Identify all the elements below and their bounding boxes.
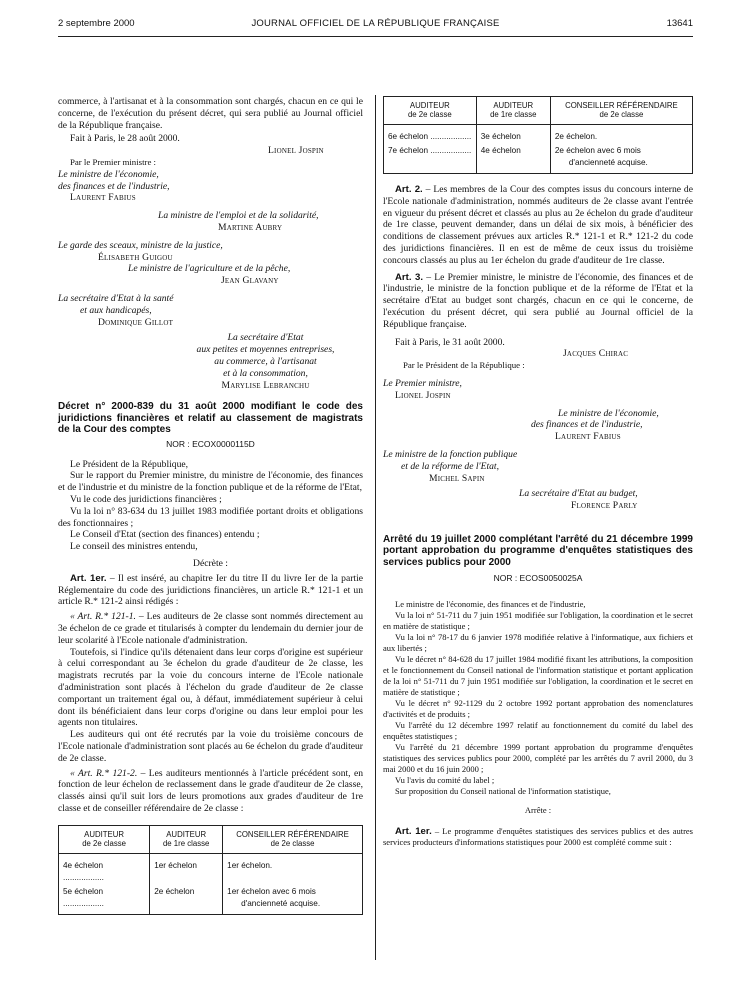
secretaire-pme-block [58,332,363,391]
secretaire-pme-4: et à la consommation, [223,367,308,379]
table-cell: 1er échelon avec 6 mois d'ancienneté acquise. [223,885,363,915]
table-cell: 3e échelon [476,125,550,145]
article-2 [383,184,693,267]
ministre-emploi: La ministre de l'emploi et de la solidarité, [158,210,319,222]
article-3-label: Art. 3. [395,271,424,283]
decree-body-1: Le Président de la République, [70,458,189,470]
article-r121-2 [58,768,363,815]
article-r121-1 [58,611,363,646]
header-page-number: 13641 [666,18,693,29]
troisieme-concours-paragraph: Les auditeurs qui ont été recrutés par la voie du troisième concours de l'Ecole nationale d'administration sont placés au 6e échelon du grade d'auditeur de 2e classe. [58,729,363,764]
signature-jospin: Lionel Jospin [268,145,324,157]
table-header-conseiller: CONSEILLER RÉFÉRENDAIRE de 2e classe [550,97,692,125]
secretaire-budget: La secrétaire d'Etat au budget, [519,488,638,500]
page-header [58,18,693,32]
arrete-body-9: Sur proposition du Conseil national de l'information statistique, [395,786,611,797]
signature-chirac: Jacques Chirac [563,348,629,360]
arrete-body-6: Vu l'arrêté du 12 décembre 1997 relatif au fonctionnement du comité du label des enquêtes statistiques ; [383,720,693,742]
article-r121-2-text: – Les auditeurs mentionnés à l'article précédent sont, en fonction de leur échelon de reclassement dans le grade d'auditeur de 2e classe, classés ainsi qu'il suit lors de leurs promotions aux grades d'auditeur de 1re classe et de conseiller référendaire de 2e classe : [58,767,363,814]
arrete-body-4: Vu le décret n° 84-628 du 17 juillet 1984 modifié fixant les attributions, la composition et le fonctionnement du Conseil national de l'information statistique et portant application de la loi n° 51-711 du 7 juin 1951 modifiée sur l'obligation, la coordination et le secret en matière de statistique ; [383,654,693,698]
article-3-text: – Le Premier ministre, le ministre de l'économie, des finances et de l'industrie, le ministre de la fonction publique et de la réforme de l'Etat et la secrétaire d'Etat au budget sont chargés, chacun en ce qui le concerne, de l'exécution du présent décret, qui sera publié au Journal officiel de la République française. [383,271,693,330]
decree-body-6: Le conseil des ministres entendu, [70,541,198,553]
signature-fabius: Laurent Fabius [70,192,136,204]
table-cell: 4e échelon [476,144,550,174]
arrete-article-1 [383,826,693,848]
column-divider [375,95,376,960]
header-date: 2 septembre 2000 [58,18,135,29]
signature-parly: Florence Parly [571,500,638,512]
table-row [384,125,693,145]
table-cell: 6e échelon .................. [384,125,477,145]
header-rule [58,36,693,37]
article-r121-2-label: « Art. R.* 121-2. [70,767,138,779]
arrete-body-8: Vu l'avis du comité du label ; [395,775,495,786]
classement-table-right [383,96,693,174]
ministre-economie-r-2: des finances et de l'industrie, [531,419,643,431]
table-cell: 1er échelon [150,853,223,885]
par-premier-ministre: Par le Premier ministre : [70,156,156,167]
arrete-body-3: Vu la loi n° 78-17 du 6 janvier 1978 modifiée relative à l'informatique, aux fichiers et aux libertés ; [383,632,693,654]
secretaire-sante: La secrétaire d'Etat à la santé [58,292,174,304]
decree-nor: NOR : ECOX0000115D [166,438,255,449]
table-cell: 2e échelon avec 6 mois d'ancienneté acquise. [550,144,692,174]
arrete-label: Arrête : [524,805,552,816]
left-column [58,96,363,915]
table-row [59,885,363,915]
decree-title: Décret n° 2000-839 du 31 août 2000 modifiant le code des juridictions financières et relatif au classement de magistrats de la Cour des comptes [58,401,363,436]
article-1 [58,573,363,608]
arrete-body-5: Vu le décret n° 92-1129 du 2 octobre 1992 portant approbation des nomenclatures d'activités et de produits ; [383,698,693,720]
signature-fabius-2: Laurent Fabius [555,431,621,443]
fait-a-paris-2: Fait à Paris, le 31 août 2000. [395,336,505,348]
article-1-label: Art. 1er. [70,572,107,584]
article-3 [383,272,693,331]
decree-body-5: Le Conseil d'Etat (section des finances) entendu ; [70,529,260,541]
secretaire-pme-3: au commerce, à l'artisanat [214,355,317,367]
table-cell: 2e échelon. [550,125,692,145]
signature-aubry: Martine Aubry [218,221,283,233]
arrete-body [383,599,693,848]
article-r121-1-text: – Les auditeurs de 2e classe sont nommés directement au 3e échelon de ce grade et titularisés à compter du lendemain du dernier jour de leur scolarité à l'Ecole nationale d'administration. [58,611,363,646]
ministre-fonction-publique-2: et de la réforme de l'Etat, [401,460,499,472]
premier-ministre: Le Premier ministre, [383,377,462,389]
right-column [383,96,693,848]
ministre-economie-2: des finances et de l'industrie, [58,180,170,192]
article-2-label: Art. 2. [395,184,423,195]
table-header-auditeur-2: AUDITEUR de 2e classe [59,825,150,853]
ministre-agriculture: Le ministre de l'agriculture et de la pêche, [128,263,291,275]
decree-body-2: Sur le rapport du Premier ministre, du ministre de l'économie, des finances et de l'industrie et du ministre de la fonction publique et de la réforme de l'Etat, [58,470,363,494]
signature-gillot: Dominique Gillot [98,316,174,328]
ministre-economie-r: Le ministre de l'économie, [558,407,659,419]
table-cell: 7e échelon .................. [384,144,477,174]
table-header-auditeur-2: AUDITEUR de 2e classe [384,97,477,125]
table-row [384,144,693,174]
arrete-nor: NOR : ECOS0050025A [493,573,583,584]
garde-sceaux: Le garde des sceaux, ministre de la justice, [58,239,223,251]
table-header-conseiller: CONSEILLER RÉFÉRENDAIRE de 2e classe [223,825,363,853]
decrete-label: Décrète : [193,558,228,569]
arrete-article-1-text: – Le programme d'enquêtes statistiques des services publics et des autres services producteurs d'informations statistiques pour 2000 est complété comme suit : [383,826,693,848]
decree-body-4: Vu la loi n° 83-634 du 13 juillet 1983 modifiée portant droits et obligations des fonctionnaires ; [58,505,363,529]
classement-table-left [58,825,363,915]
secretaire-pme-1: La secrétaire d'Etat [227,332,304,344]
fait-a-paris: Fait à Paris, le 28 août 2000. [70,133,180,145]
arrete-body-7: Vu l'arrêté du 21 décembre 1999 portant approbation du programme d'enquêtes statistiques des services publics pour 2000, complété par les arrêtés du 7 avril 2000, du 3 mai 2000 et du 16 juin 2000 ; [383,742,693,775]
article-2-text: – Les membres de la Cour des comptes issus du concours interne de l'Ecole nationale d'administration, nommés auditeurs de 2e classe avant l'entrée en vigueur du présent décret et classés au plus au 2e échelon du grade d'auditeur de 1re classe, peuvent demander, dans un délai de six mois, à bénéficier des conditions de classement prévues aux articles R.* 121-1 et R.* 121-2 du code des juridictions financières. Il en est de même de ceux issus du troisième concours classés au plus au 1er échelon du grade d'auditeur de 1re classe. [383,184,693,266]
ministre-economie: Le ministre de l'économie, [58,168,159,180]
table-cell: 2e échelon [150,885,223,915]
arrete-body-1: Le ministre de l'économie, des finances et de l'industrie, [395,599,586,610]
signature-guigou: Élisabeth Guigou [98,251,173,263]
secretaire-sante-2: et aux handicapés, [80,304,152,316]
header-journal-title: JOURNAL OFFICIEL DE LA RÉPUBLIQUE FRANÇAISE [251,18,500,29]
secretaire-pme-2: aux petites et moyennes entreprises, [196,344,335,356]
table-cell: 4e échelon .................. [59,853,150,885]
article-r121-1-label: « Art. R.* 121-1. [70,611,136,623]
article-1-text: – Il est inséré, au chapitre Ier du titre II du livre Ier de la partie Réglementaire du code des juridictions financières, un article R.* 121-1 et un article R.* 121-2 ainsi rédigés : [58,572,363,608]
arrete-article-1-label: Art. 1er. [395,826,432,838]
signature-jospin-2: Lionel Jospin [395,389,451,401]
table-cell: 1er échelon. [223,853,363,885]
closing-paragraph: commerce, à l'artisanat et à la consommation sont chargés, chacun en ce qui le concerne, de l'exécution du présent décret, qui sera publié au Journal officiel de la République française. [58,96,363,131]
signature-glavany: Jean Glavany [221,275,279,287]
signature-sapin: Michel Sapin [429,472,485,484]
toutefois-paragraph: Toutefois, si l'indice qu'ils détenaient dans leur corps d'origine est supérieur à celui correspondant au 3e échelon du grade d'auditeur de 2e classe, les magistrats recrutés par la voie du concours interne de l'Ecole nationale d'administration sont placés à l'échelon du grade d'auditeur de 2e classe comportant un traitement égal ou, à défaut, immédiatement supérieur à celui dont ils bénéficiaient dans leur corps d'origine ou dans leur emploi pour les agents non titulaires. [58,646,363,729]
arrete-body-2: Vu la loi n° 51-711 du 7 juin 1951 modifiée sur l'obligation, la coordination et le secret en matière de statistique ; [383,610,693,632]
ministre-fonction-publique: Le ministre de la fonction publique [383,448,518,460]
par-president: Par le Président de la République : [403,360,525,371]
arrete-title: Arrêté du 19 juillet 2000 complétant l'arrêté du 21 décembre 1999 portant approbation du programme d'enquêtes statistiques des services publics pour 2000 [383,533,693,568]
decree-body-3: Vu le code des juridictions financières ; [70,494,222,506]
table-header-auditeur-1: AUDITEUR de 1re classe [476,97,550,125]
table-row [59,853,363,885]
table-header-auditeur-1: AUDITEUR de 1re classe [150,825,223,853]
table-cell: 5e échelon .................. [59,885,150,915]
signature-lebranchu: Marylise Lebranchu [221,379,310,391]
